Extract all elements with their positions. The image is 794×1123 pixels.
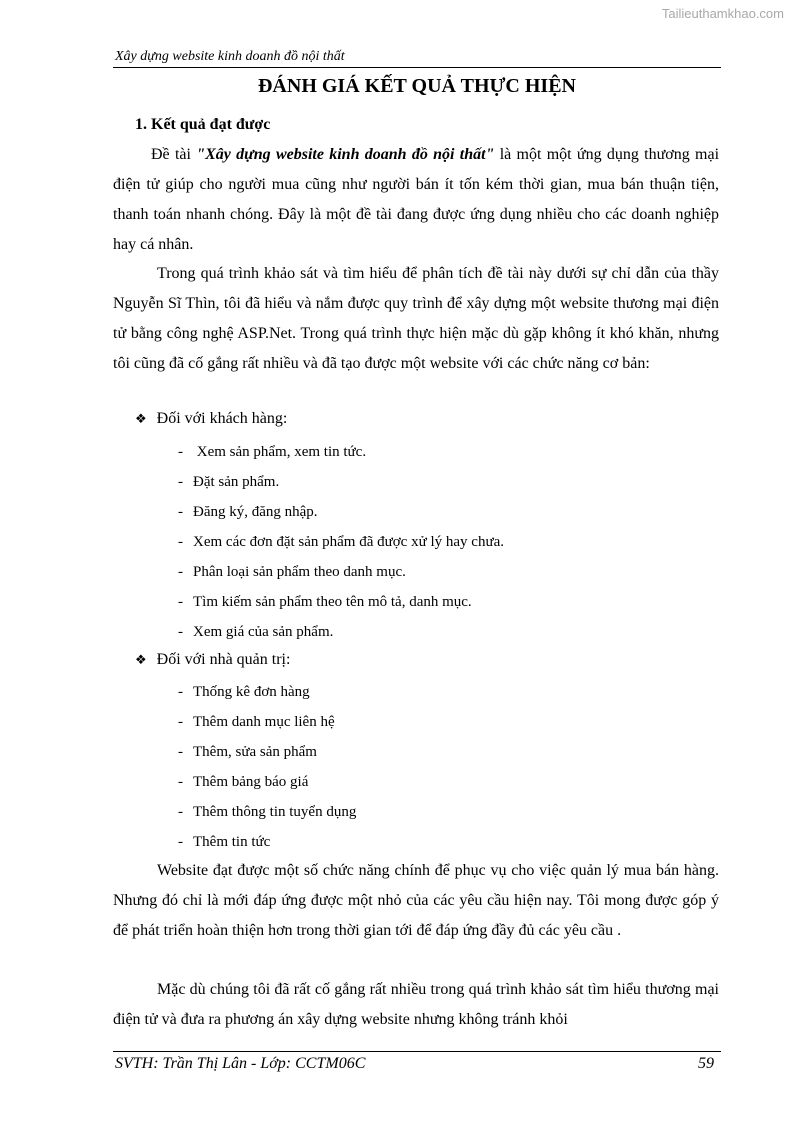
- admin-feature-list: [178, 677, 356, 857]
- watermark: Tailieuthamkhao.com: [661, 6, 784, 21]
- diamond-bullet-icon: ❖: [135, 412, 147, 427]
- paragraph-closing: [113, 975, 719, 1035]
- page-title: ĐÁNH GIÁ KẾT QUẢ THỰC HIỆN: [257, 75, 576, 97]
- list-item: - Xem giá của sản phẩm.: [178, 624, 334, 640]
- section-heading: 1. Kết quả đạt được: [135, 116, 271, 133]
- list-item: - Xem sản phẩm, xem tin tức.: [178, 444, 367, 460]
- paragraph-intro-prefix: Đề tài: [151, 146, 197, 163]
- list-item: - Xem các đơn đặt sản phẩm đã được xử lý hay chưa.: [178, 534, 504, 550]
- bullet-admins-label: Đối với nhà quản trị:: [156, 651, 291, 668]
- list-item: - Thêm, sửa sản phẩm: [178, 744, 317, 760]
- header-rule: [113, 67, 721, 68]
- list-item: - Đăng ký, đăng nhập.: [178, 504, 318, 520]
- paragraph-process: [113, 259, 719, 379]
- paragraph-summary-text: Website đạt được một số chức năng chính để phục vụ cho việc quản lý mua bán hàng. Nhưng đó chỉ là mới đáp ứng được một nhỏ của các yêu cầu hiện nay. Tôi mong được góp ý để phát triển hoàn thiện hơn trong thời gian tới để đáp ứng đầy đủ các yêu cầu .: [113, 862, 719, 939]
- list-item: - Thêm danh mục liên hệ: [178, 714, 335, 730]
- page-number: 59: [698, 1055, 714, 1072]
- paragraph-intro-rest: là một một ứng dụng thương mại điện tử giúp cho người mua cũng như người bán ít tốn kém thời gian, mua bán thuận tiện, thanh toán nhanh chóng. Đây là một đề tài đang được ứng dụng nhiều cho các doanh nghiệp hay cá nhân.: [113, 146, 720, 253]
- footer-rule: [113, 1051, 721, 1052]
- list-item: - Thống kê đơn hàng: [178, 684, 310, 700]
- list-item: - Thêm thông tin tuyển dụng: [178, 804, 357, 820]
- customer-feature-list: [178, 437, 504, 647]
- list-item: - Đặt sản phẩm.: [178, 474, 280, 490]
- list-item: - Thêm bảng báo giá: [178, 774, 309, 790]
- list-item: - Tìm kiếm sản phẩm theo tên mô tả, danh mục.: [178, 594, 472, 610]
- diamond-bullet-icon: ❖: [135, 653, 147, 668]
- paragraph-closing-text: Mặc dù chúng tôi đã rất cố gắng rất nhiều trong quá trình khảo sát tìm hiểu thương mại điện tử và đưa ra phương án xây dựng website nhưng không tránh khỏi: [113, 981, 719, 1028]
- project-title-emphasis: "Xây dựng website kinh doanh đồ nội thất": [196, 146, 495, 163]
- running-header: Xây dựng website kinh doanh đồ nội thất: [115, 49, 345, 64]
- paragraph-intro: [113, 140, 719, 260]
- footer-author: SVTH: Trần Thị Lân - Lớp: CCTM06C: [115, 1055, 366, 1072]
- bullet-customers: [135, 410, 287, 428]
- paragraph-process-text: Trong quá trình khảo sát và tìm hiểu để phân tích đề tài này dưới sự chỉ dẫn của thầy Nguyễn Sĩ Thìn, tôi đã hiểu và nắm được quy trình để xây dựng một website thương mại điện tử bằng công nghệ ASP.Net. Trong quá trình thực hiện mặc dù gặp không ít khó khăn, nhưng tôi cũng đã cố gắng rất nhiều và đã tạo được một website với các chức năng cơ bản:: [113, 265, 719, 372]
- paragraph-summary: [113, 856, 719, 946]
- bullet-customers-label: Đối với khách hàng:: [156, 410, 288, 427]
- bullet-admins: [135, 651, 290, 669]
- list-item: - Thêm tin tức: [178, 834, 271, 850]
- list-item: - Phân loại sản phẩm theo danh mục.: [178, 564, 406, 580]
